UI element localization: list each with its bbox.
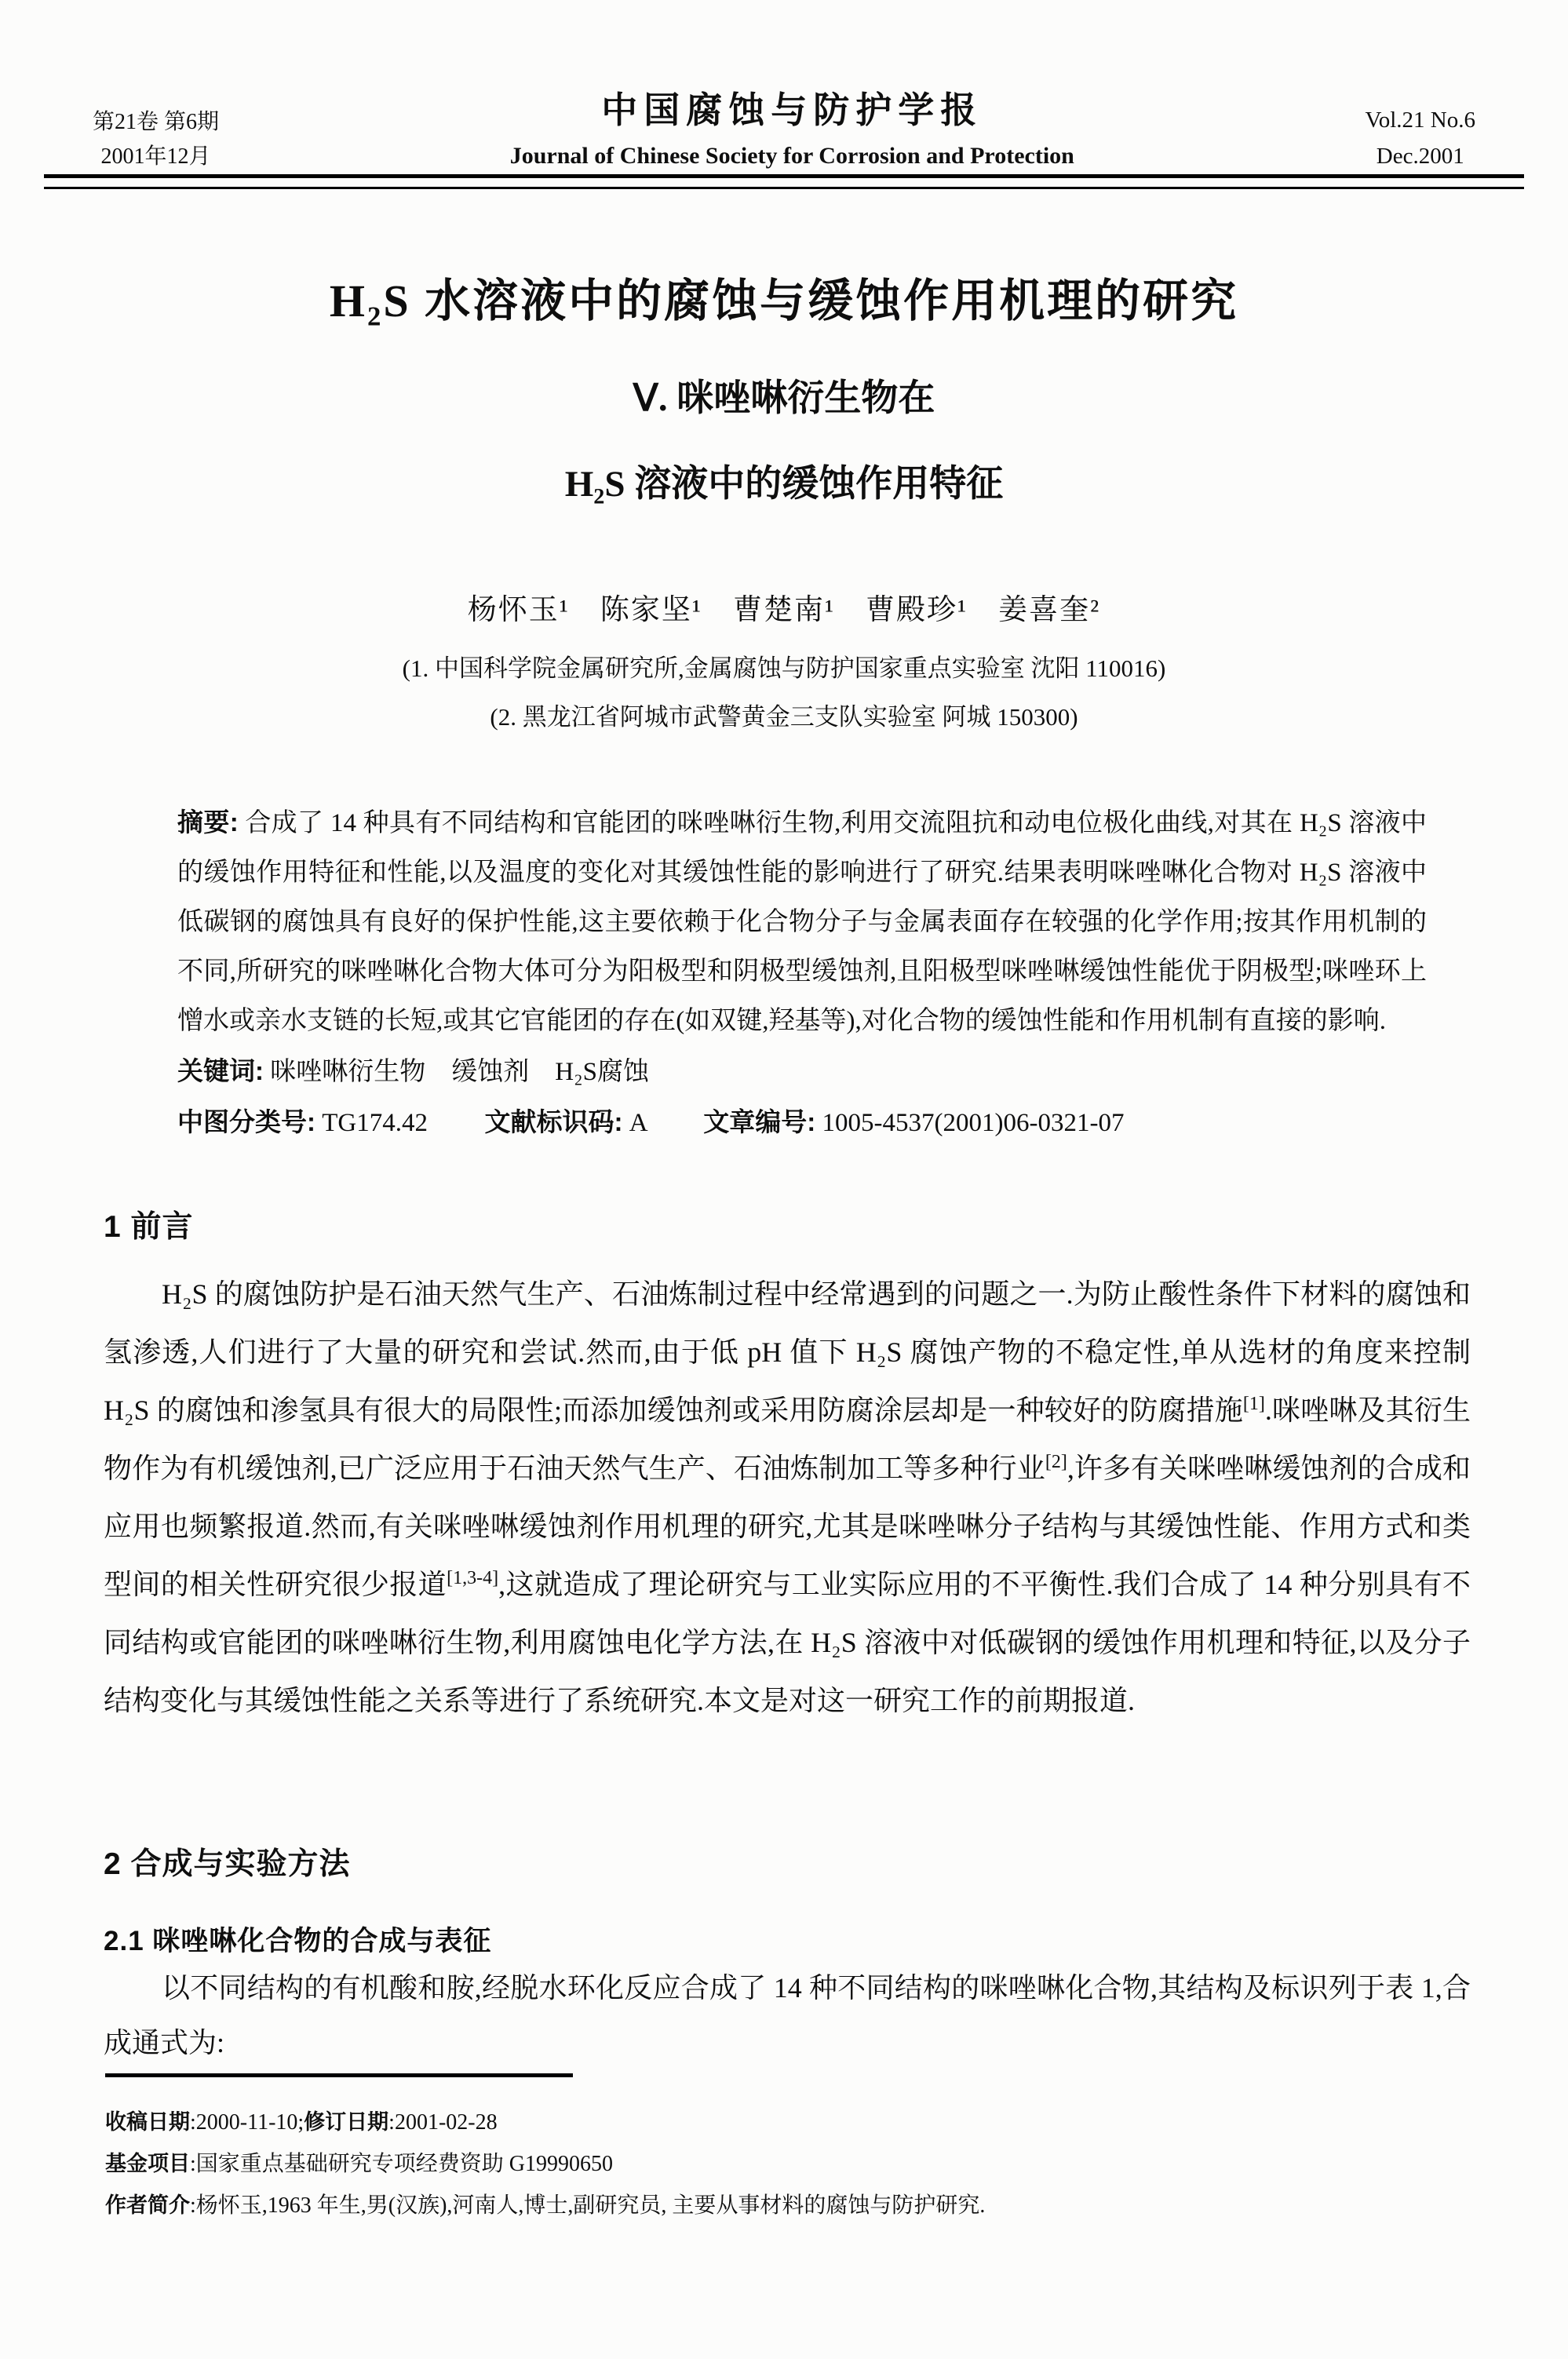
- author-list: 杨怀玉¹ 陈家坚¹ 曹楚南¹ 曹殿珍¹ 姜喜奎²: [467, 594, 1101, 626]
- abstract-paragraph: [177, 797, 1427, 1046]
- volume-info: [1366, 82, 1475, 174]
- issue-date-line: 2001年12月: [100, 144, 211, 169]
- section-2-heading: 2 合成与实验方法: [104, 1847, 351, 1881]
- classification-line: [177, 1097, 1427, 1148]
- keywords-text: 咪唑啉衍生物 缓蚀剂 H₂S腐蚀: [270, 1058, 649, 1086]
- clc-value: TG174.42: [322, 1109, 428, 1137]
- section-2-1-paragraph: 以不同结构的有机酸和胺,经脱水环化反应合成了 14 种不同结构的咪唑啉化合物,其结构及标识列于表 1,合成通式为:: [104, 1972, 1471, 2058]
- article-id-value: 1005-4537(2001)06-0321-07: [822, 1109, 1125, 1137]
- keywords-label: 关键词:: [177, 1056, 264, 1085]
- funding-label: 基金项目: [105, 2152, 190, 2175]
- article-title-line2: Ⅴ. 咪唑啉衍生物在: [633, 378, 935, 419]
- revised-date-value: :2001-02-28: [388, 2110, 498, 2135]
- footnote-received-line: [105, 2102, 1458, 2143]
- received-date-label: 收稿日期: [105, 2110, 190, 2134]
- volume-number-line: Vol.21 No.6: [1365, 108, 1475, 133]
- issue-volume-line: 第21卷 第6期: [93, 110, 220, 134]
- biography-label: 作者简介: [105, 2193, 190, 2217]
- abstract-text: 合成了 14 种具有不同结构和官能团的咪唑啉衍生物,利用交流阻抗和动电位极化曲线,对其在 H₂S 溶液中的缓蚀作用特征和性能,以及温度的变化对其缓蚀性能的影响进行了研究.结果表明咪唑啉化合物对 H₂S 溶液中低碳钢的腐蚀具有良好的保护性能,这主要依赖于化合物分子与金属表面存在较强的化学作用;按其作用机制的不同,所研究的咪唑啉化合物大体可分为阳极型和阴极型缓蚀剂,且阳极型咪唑啉缓蚀性能优于阴极型;咪唑环上憎水或亲水支链的长短,或其它官能团的存在(如双键,羟基等),对化合物的缓蚀性能和作用机制有直接的影响.: [177, 809, 1427, 1035]
- article-title-line3: H₂S 溶液中的缓蚀作用特征: [564, 464, 1004, 505]
- issue-info: [93, 82, 219, 174]
- revised-date-label: 修订日期: [304, 2110, 389, 2134]
- article-title-line1: H₂S 水溶液中的腐蚀与缓蚀作用机理的研究: [329, 275, 1239, 326]
- footnote-funding-line: [105, 2143, 1458, 2185]
- abstract-block: [177, 797, 1427, 1148]
- footnote-biography-line: [105, 2185, 1458, 2226]
- journal-title-block: [219, 82, 1366, 170]
- clc-label: 中图分类号:: [177, 1107, 315, 1136]
- keywords-line: [177, 1046, 1427, 1097]
- affiliation-1: (1. 中国科学院金属研究所,金属腐蚀与防护国家重点实验室 沈阳 110016): [402, 654, 1166, 682]
- section-2-1-heading: 2.1 咪唑啉化合物的合成与表征: [104, 1926, 492, 1956]
- doc-code-value: A: [629, 1109, 647, 1137]
- article-title: [0, 264, 1568, 507]
- received-date-value: :2000-11-10;: [190, 2110, 304, 2135]
- affiliation-2: (2. 黑龙江省阿城市武警黄金三支队实验室 阿城 150300): [490, 703, 1078, 731]
- funding-value: :国家重点基础研究专项经费资助 G19990650: [190, 2152, 614, 2176]
- masthead: [93, 82, 1475, 174]
- doc-code-label: 文献标识码:: [484, 1107, 623, 1136]
- article-id-label: 文章编号:: [703, 1107, 816, 1136]
- journal-title-english: Journal of Chinese Society for Corrosion and Protection: [509, 143, 1074, 169]
- abstract-label: 摘要:: [177, 808, 239, 837]
- footnotes-block: [105, 2102, 1458, 2226]
- volume-date-line: Dec.2001: [1376, 144, 1464, 169]
- biography-value: :杨怀玉,1963 年生,男(汉族),河南人,博士,副研究员, 主要从事材料的腐蚀与防护研究.: [190, 2193, 986, 2218]
- footnote-divider-rule: [105, 2073, 573, 2077]
- section-1-paragraph: H₂S 的腐蚀防护是石油天然气生产、石油炼制过程中经常遇到的问题之一.为防止酸性条件下材料的腐蚀和氢渗透,人们进行了大量的研究和尝试.然而,由于低 pH 值下 H₂S 腐蚀产物的不稳定性,单从选材的角度来控制 H₂S 的腐蚀和渗氢具有很大的局限性;而添加缓蚀剂或采用防腐涂层却是一种较好的防腐措施[1].咪唑啉及其衍生物作为有机缓蚀剂,已广泛应用于石油天然气生产、石油炼制加工等多种行业[2],许多有关咪唑啉缓蚀剂的合成和应用也频繁报道.然而,有关咪唑啉缓蚀剂作用机理的研究,尤其是咪唑啉分子结构与其缓蚀性能、作用方式和类型间的相关性研究很少报道[1,3-4],这就造成了理论研究与工业实际应用的不平衡性.我们合成了 14 种分别具有不同结构或官能团的咪唑啉衍生物,利用腐蚀电化学方法,在 H₂S 溶液中对低碳钢的缓蚀作用机理和特征,以及分子结构变化与其缓蚀性能之关系等进行了系统研究.本文是对这一研究工作的前期报道.: [104, 1278, 1471, 1716]
- journal-title-chinese: 中国腐蚀与防护学报: [601, 89, 983, 130]
- masthead-divider-rule: [44, 174, 1524, 189]
- section-1-heading: 1 前言: [104, 1210, 194, 1244]
